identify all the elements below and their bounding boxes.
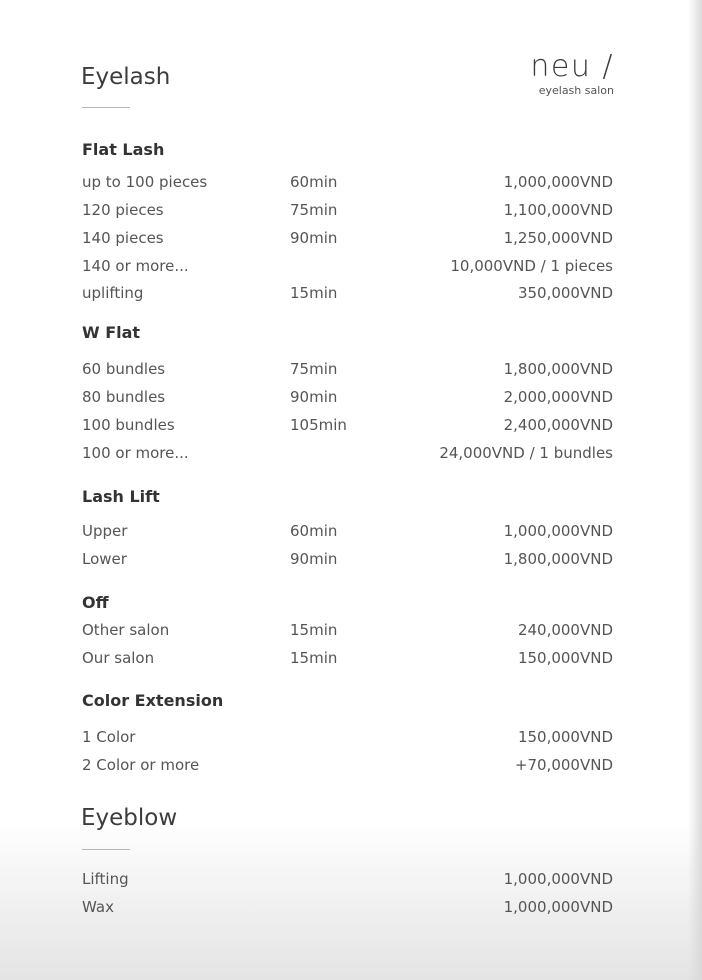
service-price: 240,000VND: [517, 621, 613, 639]
list-item: [0, 898, 702, 920]
service-name: Other salon: [82, 621, 170, 639]
section-divider-eyeblow: [82, 849, 130, 850]
service-price: 1,800,000VND: [503, 550, 613, 568]
service-duration: 90min: [290, 388, 338, 406]
brand-tagline: eyelash salon: [538, 84, 614, 97]
service-price: 2,400,000VND: [503, 416, 613, 434]
service-price: 1,000,000VND: [503, 898, 613, 916]
service-name: 2 Color or more: [82, 756, 200, 774]
list-item: [0, 284, 702, 306]
list-item: [0, 649, 702, 671]
list-item: [0, 870, 702, 892]
service-price: 24,000VND / 1 bundles: [439, 444, 613, 462]
list-item: [0, 416, 702, 438]
service-name: uplifting: [82, 284, 144, 302]
brand-name: neu /: [530, 49, 614, 84]
list-item: [0, 444, 702, 466]
service-price: 2,000,000VND: [503, 388, 613, 406]
list-item: [0, 388, 702, 410]
service-price: +70,000VND: [514, 756, 613, 774]
category-title-off: Off: [82, 593, 109, 612]
service-name: Wax: [82, 898, 114, 916]
service-price: 1,000,000VND: [503, 173, 613, 191]
service-name: 120 pieces: [82, 201, 164, 219]
service-price: 1,100,000VND: [503, 201, 613, 219]
list-item: [0, 728, 702, 750]
service-duration: 60min: [290, 173, 338, 191]
service-name: 140 pieces: [82, 229, 164, 247]
list-item: [0, 621, 702, 643]
service-duration: 90min: [290, 229, 338, 247]
category-title-w-flat: W Flat: [82, 323, 141, 342]
section-title-eyelash: Eyelash: [81, 64, 171, 90]
service-price: 10,000VND / 1 pieces: [450, 257, 613, 275]
service-name: Upper: [82, 522, 128, 540]
list-item: [0, 173, 702, 195]
service-name: 140 or more...: [82, 257, 189, 275]
service-name: 1 Color: [82, 728, 136, 746]
list-item: [0, 522, 702, 544]
service-duration: 105min: [290, 416, 347, 434]
service-duration: 15min: [290, 621, 338, 639]
service-price: 150,000VND: [517, 649, 613, 667]
service-price: 1,250,000VND: [503, 229, 613, 247]
section-title-eyeblow: Eyeblow: [81, 805, 178, 831]
page-edge-shadow: [688, 0, 702, 980]
service-name: 100 bundles: [82, 416, 175, 434]
service-duration: 75min: [290, 360, 338, 378]
service-duration: 90min: [290, 550, 338, 568]
service-price: 1,800,000VND: [503, 360, 613, 378]
list-item: [0, 257, 702, 279]
service-name: 60 bundles: [82, 360, 166, 378]
service-name: Lifting: [82, 870, 129, 888]
brand-logo: [494, 50, 614, 98]
list-item: [0, 229, 702, 251]
service-price: 1,000,000VND: [503, 522, 613, 540]
service-name: 80 bundles: [82, 388, 166, 406]
service-name: Our salon: [82, 649, 155, 667]
service-name: 100 or more...: [82, 444, 189, 462]
service-duration: 15min: [290, 649, 338, 667]
service-price: 150,000VND: [517, 728, 613, 746]
category-title-flat-lash: Flat Lash: [82, 140, 165, 159]
service-name: Lower: [82, 550, 127, 568]
list-item: [0, 550, 702, 572]
category-title-lash-lift: Lash Lift: [82, 487, 160, 506]
list-item: [0, 360, 702, 382]
list-item: [0, 756, 702, 778]
section-divider-eyelash: [82, 107, 130, 108]
service-duration: 60min: [290, 522, 338, 540]
service-duration: 15min: [290, 284, 338, 302]
service-name: up to 100 pieces: [82, 173, 208, 191]
service-duration: 75min: [290, 201, 338, 219]
service-price: 350,000VND: [517, 284, 613, 302]
category-title-color-extension: Color Extension: [82, 691, 224, 710]
list-item: [0, 201, 702, 223]
service-price: 1,000,000VND: [503, 870, 613, 888]
